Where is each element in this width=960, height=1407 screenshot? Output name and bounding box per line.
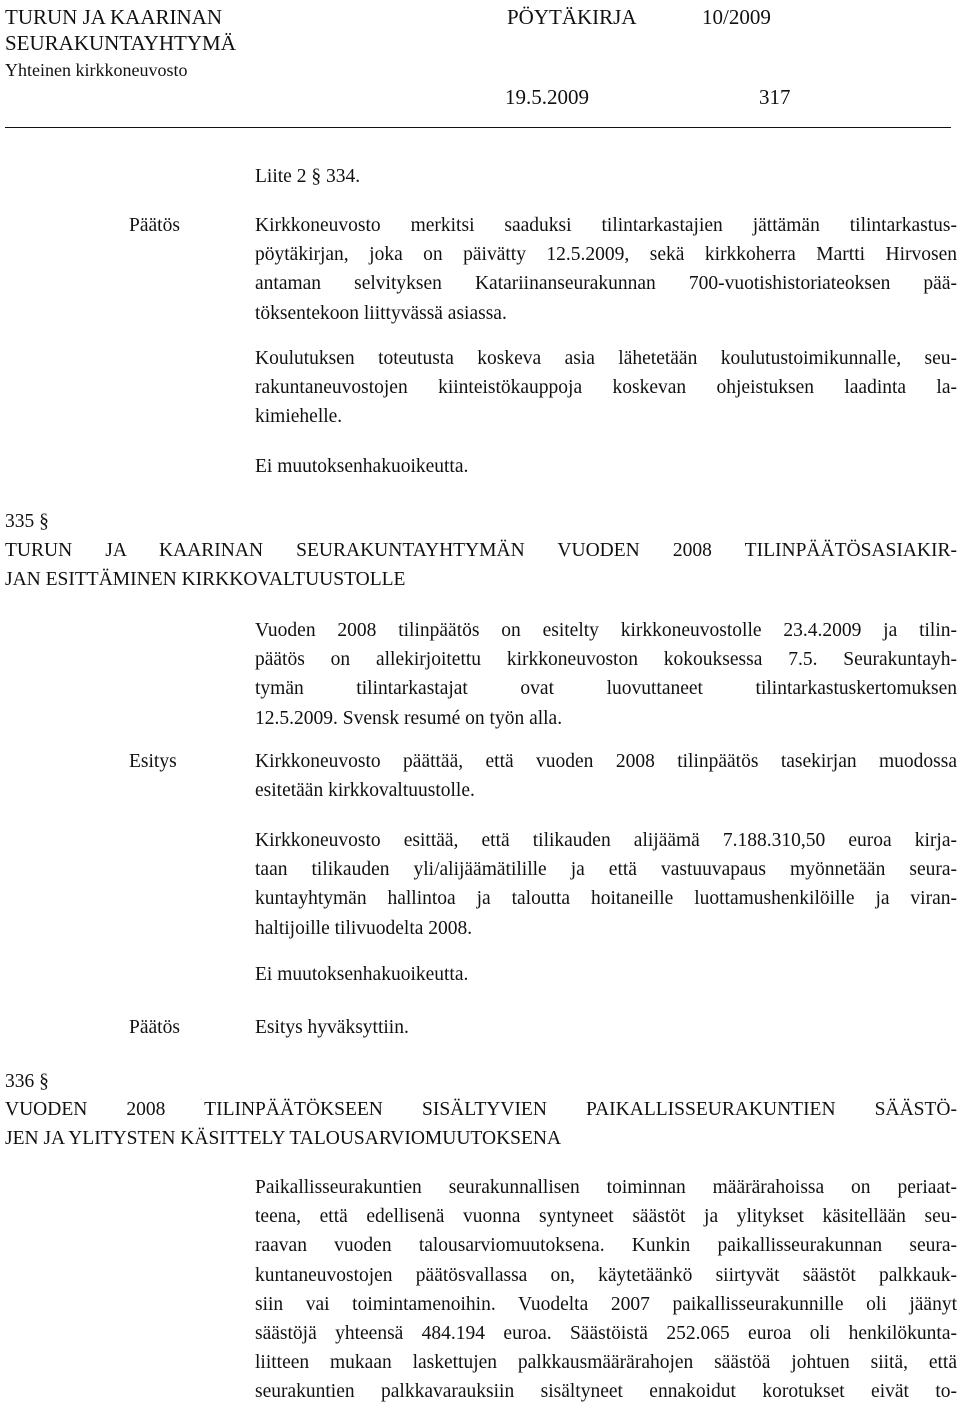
org-name-line1: TURUN JA KAARINAN <box>5 5 223 29</box>
paragraph-line: Kirkkoneuvosto merkitsi saaduksi tilintarkastajien jättämän tilintarkastus- <box>255 215 957 236</box>
org-name-line2: SEURAKUNTAYHTYMÄ <box>5 31 236 55</box>
appeal-note: Ei muutoksenhakuoikeutta. <box>255 964 469 985</box>
paragraph-line: liitteen mukaan laskettujen palkkausmäärärahojen säästöä johtuen siitä, että <box>255 1352 957 1374</box>
paragraph-line: raavan vuoden talousarviomuutoksena. Kunkin paikallisseurakunnan seura- <box>255 1235 957 1257</box>
paragraph-line: säästöjä yhteensä 484.194 euroa. Säästöistä 252.065 euroa oli henkilökunta- <box>255 1322 957 1344</box>
paragraph-line: siin vai toimintamenoihin. Vuodelta 2007 paikallisseurakunnille oli jäänyt <box>255 1293 957 1315</box>
paragraph-line: päätös on allekirjoitettu kirkkoneuvoston kokouksessa 7.5. Seurakuntayh- <box>255 649 957 671</box>
paragraph-line: kuntaneuvostojen päätösvallassa on, käytetäänkö siirtyvät säästöt palkkauk- <box>255 1264 957 1286</box>
appeal-note: Ei muutoksenhakuoikeutta. <box>255 456 469 477</box>
body-paragraph <box>255 1173 957 1407</box>
paragraph-line: antaman selvityksen Katariinanseurakunnan 700-vuotishistoriateoksen pää- <box>255 273 957 295</box>
paragraph-line: Kirkkoneuvosto päättää, että vuoden 2008 tilinpäätös tasekirjan muodossa <box>255 751 957 772</box>
document-type: PÖYTÄKIRJA <box>507 5 637 29</box>
attachment-reference: Liite 2 § 334. <box>255 166 361 187</box>
paragraph-line: esitetään kirkkovaltuustolle. <box>255 780 475 802</box>
section-number: 335 § <box>5 511 49 532</box>
paragraph-line: 12.5.2009. Svensk resumé on työn alla. <box>255 707 563 729</box>
decision-text: Esitys hyväksyttiin. <box>255 1017 409 1038</box>
paragraph-line: Vuoden 2008 tilinpäätös on esitelty kirkkoneuvostolle 23.4.2009 ja tilin- <box>255 620 957 641</box>
meeting-body-name: Yhteinen kirkkoneuvosto <box>5 60 188 80</box>
paragraph-line: taan tilikauden yli/alijäämätilille ja että vastuuvapaus myönnetään seura- <box>255 859 957 881</box>
paragraph-line: kimiehelle. <box>255 406 343 428</box>
paragraph-line: töksentekoon liittyvässä asiassa. <box>255 302 507 324</box>
paragraph-line: rakuntaneuvostojen kiinteistökauppoja koskevan ohjeistuksen laadinta la- <box>255 377 957 399</box>
paragraph-line: tymän tilintarkastajat ovat luovuttaneet tilintarkastuskertomuksen <box>255 678 957 700</box>
decision-label: Päätös <box>129 215 180 236</box>
meeting-date: 19.5.2009 <box>505 85 589 109</box>
paragraph-line: pöytäkirjan, joka on päivätty 12.5.2009, sekä kirkkoherra Martti Hirvosen <box>255 244 957 266</box>
proposal-paragraph-2 <box>255 826 957 943</box>
paragraph-line: Koulutuksen toteutusta koskeva asia lähetetään koulutustoimikunnalle, seu- <box>255 348 957 369</box>
decision-label: Päätös <box>129 1017 180 1038</box>
intro-paragraph <box>255 616 957 733</box>
section-number: 336 § <box>5 1071 49 1092</box>
paragraph-line: kuntayhtymän hallintoa ja taloutta hoitaneille luottamushenkilöille ja viran- <box>255 888 957 910</box>
section-title-line: JEN JA YLITYSTEN KÄSITTELY TALOUSARVIOMUUTOKSENA <box>5 1128 562 1150</box>
section-title <box>5 536 957 594</box>
document-number: 10/2009 <box>702 5 771 29</box>
section-title-line: JAN ESITTÄMINEN KIRKKOVALTUUSTOLLE <box>5 569 406 591</box>
section-title-line: VUODEN 2008 TILINPÄÄTÖKSEEN SISÄLTYVIEN PAIKALLISSEURAKUNTIEN SÄÄSTÖ- <box>5 1099 957 1120</box>
paragraph-line: Paikallisseurakuntien seurakunnallisen toiminnan määrärahoissa on periaat- <box>255 1177 957 1198</box>
paragraph-line: Kirkkoneuvosto esittää, että tilikauden alijäämä 7.188.310,50 euroa kirja- <box>255 830 957 851</box>
paragraph-line: seurakuntien palkkavarauksiin sisältyneet ennakoidut korotukset eivät to- <box>255 1381 957 1403</box>
followup-paragraph <box>255 344 957 432</box>
section-title <box>5 1095 957 1153</box>
section-title-line: TURUN JA KAARINAN SEURAKUNTAYHTYMÄN VUODEN 2008 TILINPÄÄTÖSASIAKIR- <box>5 540 957 561</box>
proposal-paragraph <box>255 747 957 805</box>
paragraph-line: haltijoille tilivuodelta 2008. <box>255 917 473 939</box>
page-number: 317 <box>759 85 791 109</box>
paragraph-line: teena, että edellisenä vuonna syntyneet säästöt ja ylitykset käsitellään seu- <box>255 1206 957 1228</box>
decision-paragraph <box>255 211 957 328</box>
header-divider <box>5 127 951 128</box>
proposal-label: Esitys <box>129 751 177 772</box>
